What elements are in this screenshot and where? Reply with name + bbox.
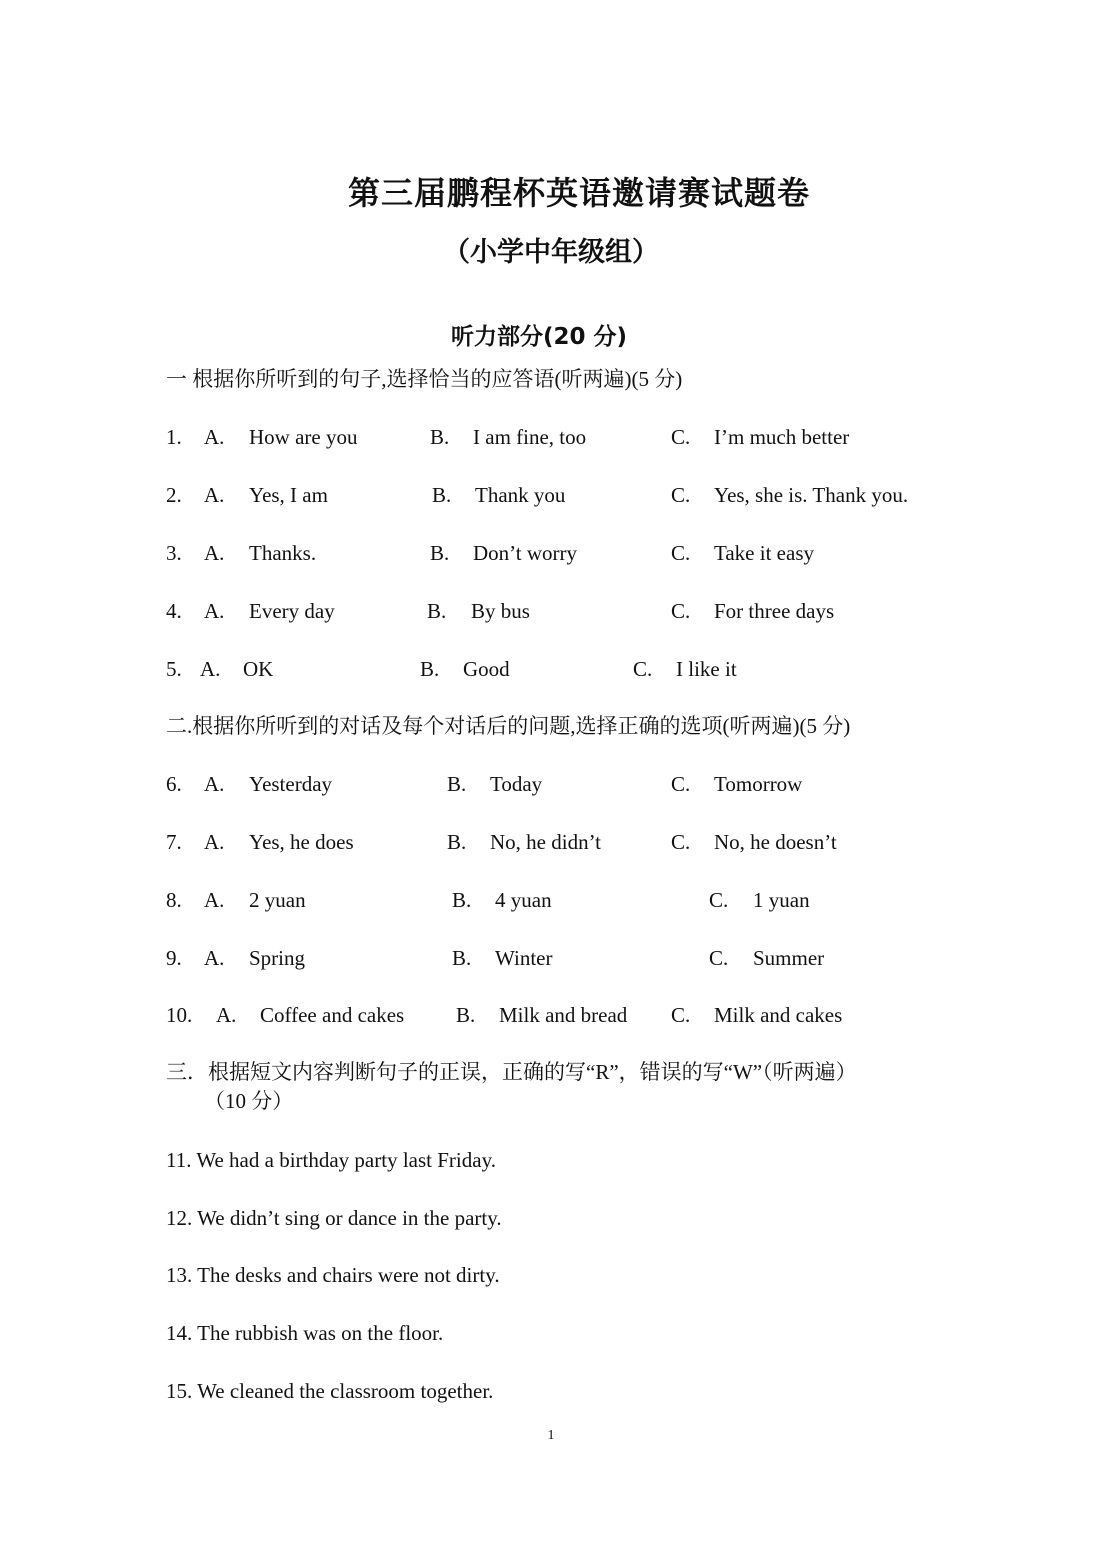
question-row — [0, 538, 1102, 568]
option-a-label: A. — [204, 599, 225, 623]
option-b-label: B. — [456, 1003, 476, 1027]
option-b-label: B. — [447, 830, 467, 854]
option-a-label: A. — [204, 425, 225, 449]
option-a-text: Thanks. — [249, 541, 317, 565]
option-b-label: B. — [430, 541, 450, 565]
option-b-text: No, he didn’t — [490, 830, 602, 854]
option-c-label: C. — [671, 425, 691, 449]
question-number: 8. — [166, 888, 182, 912]
question-number: 4. — [166, 599, 182, 623]
option-c-text: Milk and cakes — [714, 1003, 843, 1027]
option-a-text: Coffee and cakes — [260, 1003, 405, 1027]
option-a-label: A. — [200, 657, 221, 681]
option-a-text: OK — [243, 657, 274, 681]
question-row — [0, 654, 1102, 684]
option-a-text: Yes, I am — [249, 483, 328, 507]
option-c-text: Tomorrow — [714, 772, 803, 796]
question-row — [0, 943, 1102, 973]
option-a-text: Yes, he does — [249, 830, 354, 854]
option-b-label: B. — [427, 599, 447, 623]
option-a-text: Every day — [249, 599, 335, 623]
option-a-label: A. — [204, 830, 225, 854]
option-b-text: Good — [463, 657, 510, 681]
judgement-sentence: 11. We had a birthday party last Friday. — [166, 1148, 496, 1172]
option-b-text: Today — [490, 772, 543, 796]
option-c-label: C. — [671, 541, 691, 565]
option-b-text: 4 yuan — [495, 888, 552, 912]
question-number: 5. — [166, 657, 182, 681]
option-c-text: No, he doesn’t — [714, 830, 837, 854]
judgement-sentence: 13. The desks and chairs were not dirty. — [166, 1263, 500, 1287]
option-b-text: Winter — [495, 946, 553, 970]
option-c-text: Yes, she is. Thank you. — [714, 483, 909, 507]
part2-instruction: 二.根据你所听到的对话及每个对话后的问题,选择正确的选项(听两遍)(5 分) — [166, 714, 851, 738]
option-c-label: C. — [671, 830, 691, 854]
question-number: 3. — [166, 541, 182, 565]
option-a-label: A. — [216, 1003, 237, 1027]
option-a-label: A. — [204, 772, 225, 796]
exam-title: 第三届鹏程杯英语邀请赛试题卷 — [347, 174, 810, 212]
option-b-text: I am fine, too — [473, 425, 587, 449]
question-number: 6. — [166, 772, 182, 796]
option-b-label: B. — [420, 657, 440, 681]
option-c-label: C. — [709, 946, 729, 970]
option-a-label: A. — [204, 483, 225, 507]
option-b-text: Thank you — [475, 483, 566, 507]
page-number: 1 — [547, 1428, 555, 1443]
option-c-label: C. — [671, 599, 691, 623]
part3-instruction-score: （10 分） — [204, 1089, 294, 1113]
part1-instruction: 一 根据你所听到的句子,选择恰当的应答语(听两遍)(5 分) — [166, 367, 683, 391]
option-a-text: 2 yuan — [249, 888, 306, 912]
option-c-label: C. — [633, 657, 653, 681]
option-c-label: C. — [671, 483, 691, 507]
option-b-label: B. — [452, 888, 472, 912]
option-a-label: A. — [204, 541, 225, 565]
option-c-text: I’m much better — [714, 425, 850, 449]
option-c-label: C. — [671, 1003, 691, 1027]
option-a-label: A. — [204, 946, 225, 970]
option-b-label: B. — [452, 946, 472, 970]
question-row — [0, 480, 1102, 510]
question-row — [0, 885, 1102, 915]
question-row — [0, 422, 1102, 452]
question-number: 9. — [166, 946, 182, 970]
option-a-text: Yesterday — [249, 772, 333, 796]
exam-subtitle: （小学中年级组） — [443, 237, 659, 268]
question-row — [0, 1000, 1102, 1030]
option-a-text: Spring — [249, 946, 306, 970]
option-c-text: 1 yuan — [753, 888, 810, 912]
option-b-text: By bus — [471, 599, 530, 623]
judgement-sentence: 14. The rubbish was on the floor. — [166, 1321, 444, 1345]
option-a-text: How are you — [249, 425, 358, 449]
option-c-label: C. — [671, 772, 691, 796]
question-number: 1. — [166, 425, 182, 449]
part3-instruction: 三．根据短文内容判断句子的正误，正确的写“R”，错误的写“W”（听两遍） — [166, 1060, 857, 1084]
judgement-sentence: 15. We cleaned the classroom together. — [166, 1379, 494, 1403]
option-b-text: Milk and bread — [499, 1003, 628, 1027]
option-c-text: I like it — [676, 657, 737, 681]
question-row — [0, 827, 1102, 857]
question-number: 2. — [166, 483, 182, 507]
option-b-label: B. — [432, 483, 452, 507]
option-c-text: Summer — [753, 946, 825, 970]
question-number: 7. — [166, 830, 182, 854]
question-number: 10. — [166, 1003, 193, 1027]
option-a-label: A. — [204, 888, 225, 912]
option-b-label: B. — [447, 772, 467, 796]
listening-section-heading: 听力部分(20 分) — [450, 324, 628, 350]
option-c-text: Take it easy — [714, 541, 814, 565]
option-c-text: For three days — [714, 599, 835, 623]
option-b-label: B. — [430, 425, 450, 449]
question-row — [0, 596, 1102, 626]
option-b-text: Don’t worry — [473, 541, 578, 565]
option-c-label: C. — [709, 888, 729, 912]
judgement-sentence: 12. We didn’t sing or dance in the party. — [166, 1206, 502, 1230]
question-row — [0, 769, 1102, 799]
